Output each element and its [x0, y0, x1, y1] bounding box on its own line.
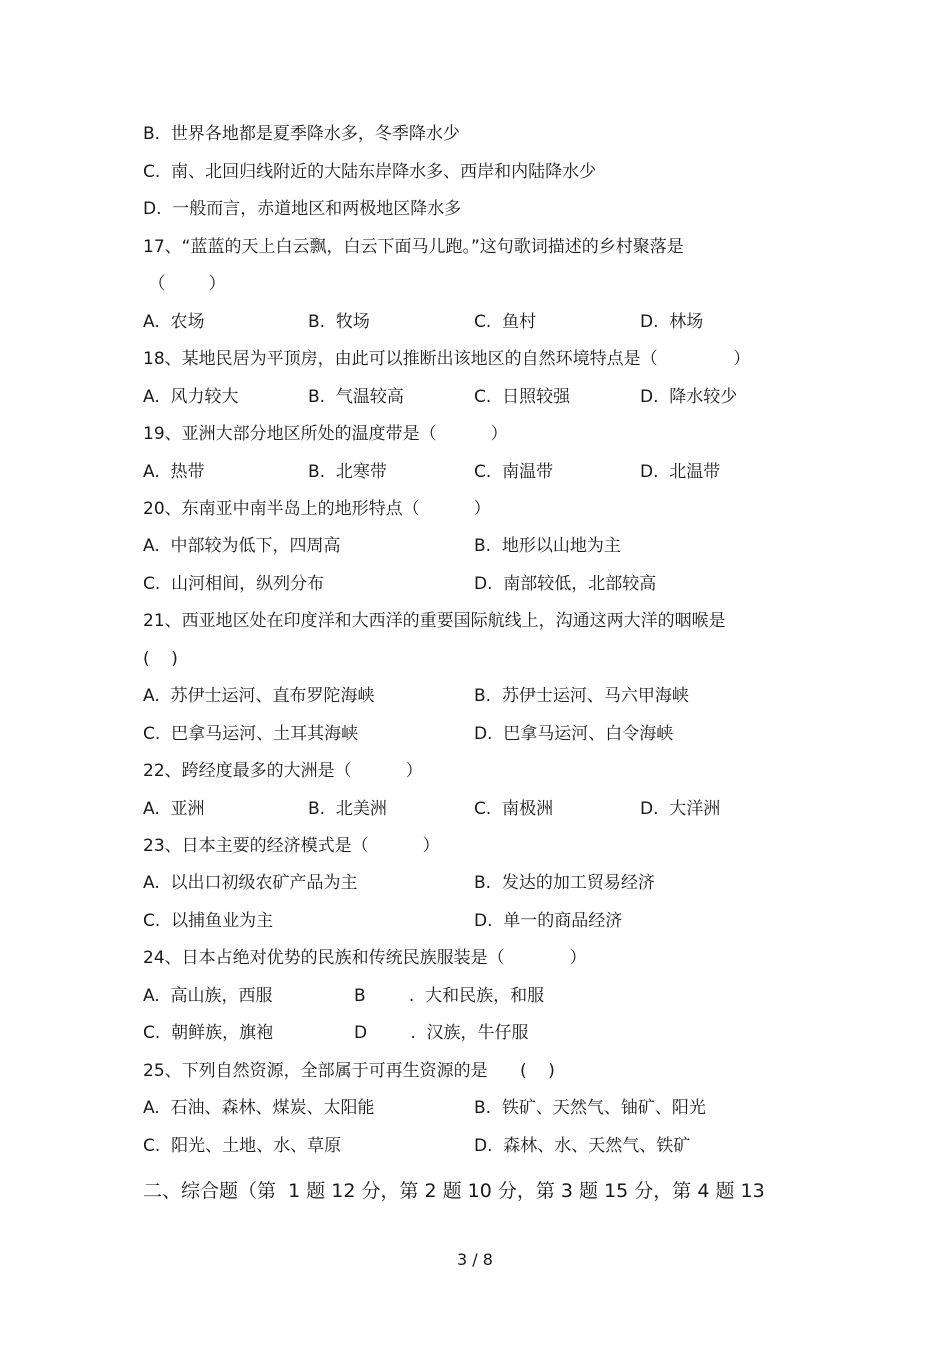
q21-stem: 21、西亚地区处在印度洋和大西洋的重要国际航线上，沟通这两大洋的咽喉是 [143, 611, 726, 631]
q21-option-a: A. 苏伊士运河、直布罗陀海峡 [143, 686, 375, 706]
q18-option-a: A. 风力较大 [143, 387, 239, 407]
q24-option-a: A. 高山族，西服 [143, 986, 273, 1006]
q24-option-d: D . 汉族，牛仔服 [354, 1023, 529, 1043]
q20-option-d: D. 南部较低，北部较高 [474, 574, 657, 594]
page-number: 3 / 8 [457, 1250, 493, 1269]
q25-option-a: A. 石油、森林、煤炭、太阳能 [143, 1098, 375, 1118]
q21-option-b: B. 苏伊士运河、马六甲海峡 [474, 686, 689, 706]
q24-stem: 24、日本占绝对优势的民族和传统民族服装是（ ） [143, 948, 587, 968]
q18-option-c: C. 日照较强 [474, 387, 571, 407]
q19-stem: 19、亚洲大部分地区所处的温度带是（ ） [143, 424, 508, 444]
q20-option-a: A. 中部较为低下，四周高 [143, 536, 341, 556]
q25-option-c: C. 阳光、土地、水、草原 [143, 1136, 342, 1156]
q19-option-c: C. 南温带 [474, 462, 554, 482]
q24-option-b: B . 大和民族，和服 [354, 986, 545, 1006]
q23-option-d: D. 单一的商品经济 [474, 911, 623, 931]
q17-option-b: B. 牧场 [308, 312, 370, 332]
q22-option-d: D. 大洋洲 [640, 799, 721, 819]
q24-option-c: C. 朝鲜族，旗袍 [143, 1023, 274, 1043]
q18-option-b: B. 气温较高 [308, 387, 404, 407]
q16-option-c: C. 南、北回归线附近的大陆东岸降水多、西岸和内陆降水少 [143, 162, 597, 182]
q21-option-c: C. 巴拿马运河、土耳其海峡 [143, 724, 359, 744]
q22-option-c: C. 南极洲 [474, 799, 554, 819]
q16-option-d: D. 一般而言，赤道地区和两极地区降水多 [143, 199, 462, 219]
q23-option-c: C. 以捕鱼业为主 [143, 911, 274, 931]
q22-option-b: B. 北美洲 [308, 799, 387, 819]
q21-option-d: D. 巴拿马运河、白令海峡 [474, 724, 674, 744]
q18-stem: 18、某地民居为平顶房，由此可以推断出该地区的自然环境特点是（ ） [143, 349, 751, 369]
q19-option-d: D. 北温带 [640, 462, 721, 482]
q19-option-b: B. 北寒带 [308, 462, 387, 482]
q18-option-d: D. 降水较少 [640, 387, 738, 407]
q17-paren: （ ） [143, 274, 226, 294]
q20-option-b: B. 地形以山地为主 [474, 536, 621, 556]
q21-paren: ( ) [143, 649, 178, 669]
q16-option-b: B. 世界各地都是夏季降水多，冬季降水少 [143, 124, 460, 144]
q22-option-a: A. 亚洲 [143, 799, 205, 819]
q23-stem: 23、日本主要的经济模式是（ ） [143, 836, 440, 856]
q17-option-d: D. 林场 [640, 312, 704, 332]
q25-option-d: D. 森林、水、天然气、铁矿 [474, 1136, 691, 1156]
q20-stem: 20、东南亚中南半岛上的地形特点（ ） [143, 499, 491, 519]
q20-option-c: C. 山河相间，纵列分布 [143, 574, 325, 594]
q17-stem: 17、“蓝蓝的天上白云飘，白云下面马儿跑。”这句歌词描述的乡村聚落是 [143, 237, 684, 257]
q23-option-a: A. 以出口初级农矿产品为主 [143, 873, 358, 893]
q19-option-a: A. 热带 [143, 462, 205, 482]
q25-option-b: B. 铁矿、天然气、铀矿、阳光 [474, 1098, 706, 1118]
section-heading: 二、综合题（第 1 题 12 分，第 2 题 10 分，第 3 题 15 分，第 4 题 13 [143, 1180, 765, 1202]
q17-option-a: A. 农场 [143, 312, 205, 332]
q17-option-c: C. 鱼村 [474, 312, 537, 332]
q22-stem: 22、跨经度最多的大洲是（ ） [143, 761, 423, 781]
q25-stem: 25、下列自然资源，全部属于可再生资源的是 ( ) [143, 1061, 555, 1081]
q23-option-b: B. 发达的加工贸易经济 [474, 873, 655, 893]
